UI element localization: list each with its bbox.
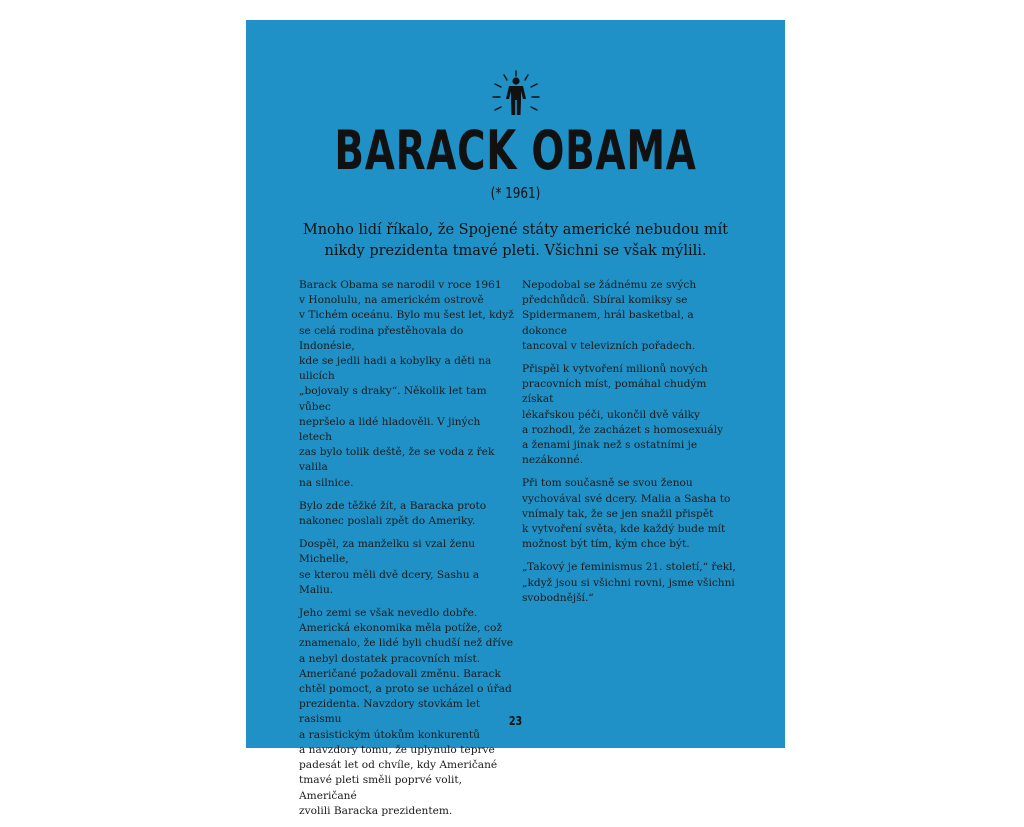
left-column [299, 278, 514, 827]
man-silhouette-icon [490, 70, 542, 118]
paragraph: Jeho zemi se však nevedlo dobře. Americká ekonomika měla potíže, což znamenalo, že lidé byli chudší než dříve a nebyl dostatek pracovních míst. Američané požadovali změnu. Barack chtěl pomoct, a proto se ucházel o úřad prezidenta. Navzdory stovkám let rasismu a rasistickým útokům konkurentů a navzdory tomu, že uplynulo teprve padesát let od chvíle, kdy Američané tmavé pleti směli poprvé volit, Američané zvolili Baracka prezidentem. [299, 607, 514, 817]
paragraph: Nepodobal se žádnému ze svých předchůdců. Sbíral komiksy se Spidermanem, hrál basketbal, a dokonce tancoval v televizních pořadech. [522, 279, 697, 352]
paragraph: Bylo zde těžké žít, a Baracka proto nakonec poslali zpět do Ameriky. [299, 499, 487, 528]
paragraph: Při tom současně se svou ženou vychovával své dcery. Malia a Sasha to vnímaly tak, že se jen snažil přispět k vytvoření světa, kde každý bude mít možnost být tím, kým chce být. [522, 477, 731, 551]
paragraph: „Takový je feminismus 21. století,“ řekl, „když jsou si všichni rovni, jsme všichni svobodnější.“ [522, 561, 736, 604]
lead-paragraph: Mnoho lidí říkalo, že Spojené státy americké nebudou mít nikdy prezidenta tmavé pleti. Všichni se však mýlili. [302, 222, 729, 259]
right-column [522, 278, 737, 614]
paragraph: Barack Obama se narodil v roce 1961 v Honolulu, na americkém ostrově v Tichém oceánu. Bylo mu šest let, když se celá rodina přestěhovala do Indonésie, kde se jedli hadi a kobylky a děti na ulicích „bojovaly s draky“. Několik let tam vůbec nepršelo a lidé hladověli. V jiných letech zas bylo tolik deště, že se voda z řek valila na silnice. [299, 279, 514, 489]
page-number: 23 [508, 714, 523, 728]
page-title: BARACK OBAMA [334, 119, 697, 182]
birth-year: (* 1961) [490, 184, 541, 202]
paragraph: Přispěl k vytvoření milionů nových pracovních míst, pomáhal chudým získat lékařskou péči, ukončil dvě války a rozhodl, že zacházet s homosexuály a ženami jinak než s ostatními je nezákonné. [522, 363, 724, 467]
paragraph: Dospěl, za manželku si vzal ženu Michelle, se kterou měli dvě dcery, Sashu a Maliu. [299, 538, 480, 596]
book-page [246, 20, 785, 817]
